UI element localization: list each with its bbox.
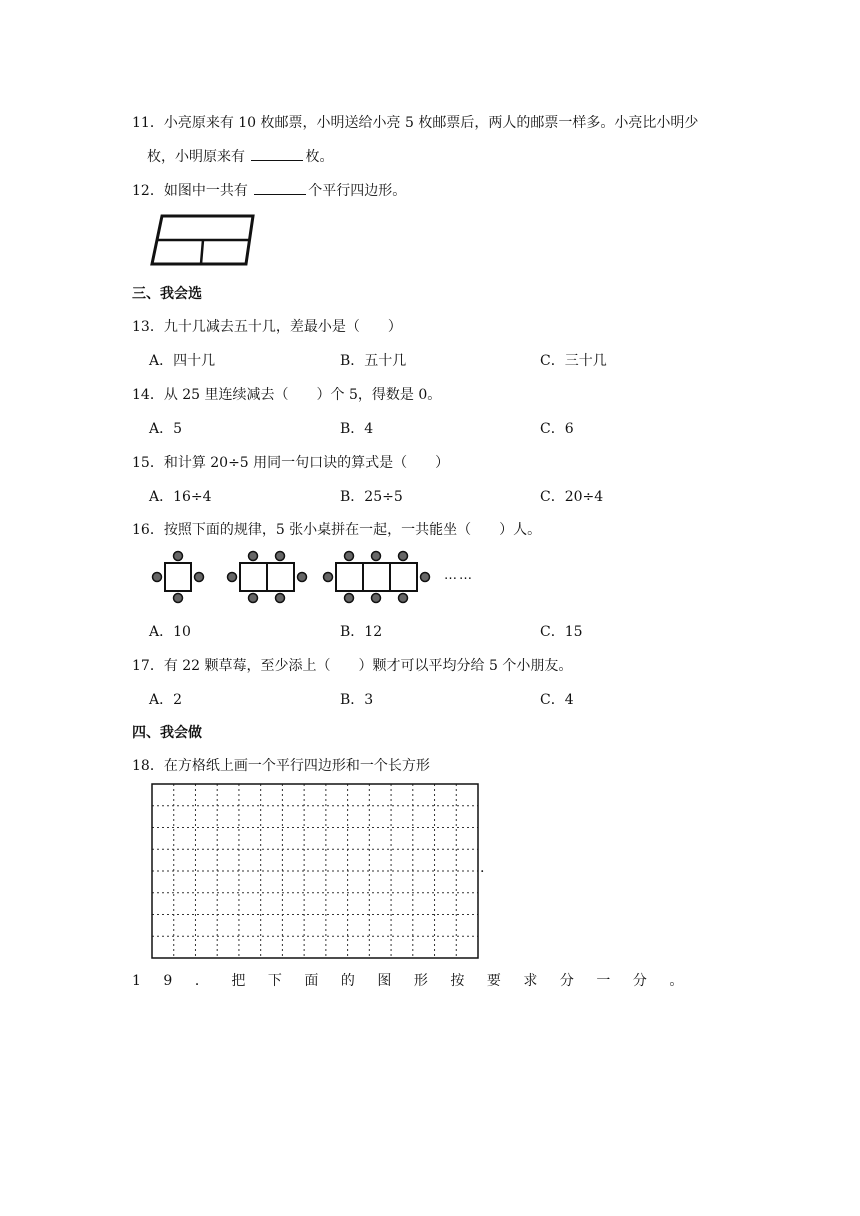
question-17-option-c[interactable]: C．4 <box>540 692 574 708</box>
question-18: 18．在方格纸上画一个平行四边形和一个长方形 <box>132 758 430 774</box>
question-15-option-c[interactable]: C．20÷4 <box>540 489 604 505</box>
question-14-option-c[interactable]: C．6 <box>540 421 574 437</box>
question-11-text-a: 枚，小明原来有 <box>147 149 245 165</box>
question-15-option-b[interactable]: B．25÷5 <box>340 489 403 505</box>
question-15: 15．和计算 20÷5 用同一句口诀的算式是（ ） <box>132 455 450 471</box>
question-17-option-b[interactable]: B．3 <box>340 692 374 708</box>
question-17-option-a[interactable]: A．2 <box>149 692 183 708</box>
answer-blank[interactable] <box>254 182 306 195</box>
question-13-option-a[interactable]: A．四十几 <box>149 353 216 369</box>
question-13: 13．九十几减去五十几，差最小是（ ） <box>132 319 402 335</box>
question-11-line-2 <box>147 146 333 166</box>
question-18-period: . <box>480 860 485 876</box>
question-13-option-b[interactable]: B．五十几 <box>340 353 407 369</box>
question-16: 16．按照下面的规律，5 张小桌拼在一起，一共能坐（ ）人。 <box>132 522 542 538</box>
question-12 <box>132 180 406 200</box>
question-12-text-b: 个平行四边形。 <box>308 183 407 199</box>
ellipsis-text: …… <box>444 568 474 583</box>
question-11-text-b: 枚。 <box>305 149 334 165</box>
section-4-heading: 四、我会做 <box>132 725 202 741</box>
tables-pattern-figure <box>148 547 498 609</box>
section-3-heading: 三、我会选 <box>132 286 202 302</box>
question-14: 14．从 25 里连续减去（ ）个 5，得数是 0。 <box>132 387 442 403</box>
answer-blank[interactable] <box>251 148 303 161</box>
grid-border <box>152 784 478 958</box>
question-19: 19．把下面的图形按要求分一分。 <box>132 973 706 989</box>
parallelogram-figure <box>148 212 258 268</box>
question-13-option-c[interactable]: C．三十几 <box>540 353 607 369</box>
question-16-option-c[interactable]: C．15 <box>540 624 583 640</box>
question-14-option-a[interactable]: A．5 <box>149 421 183 437</box>
grid-paper[interactable] <box>151 783 479 959</box>
question-17: 17．有 22 颗草莓，至少添上（ ）颗才可以平均分给 5 个小朋友。 <box>132 658 573 674</box>
question-16-option-b[interactable]: B．12 <box>340 624 383 640</box>
question-12-text-a: 12．如图中一共有 <box>132 183 248 199</box>
question-16-option-a[interactable]: A．10 <box>149 624 191 640</box>
question-15-option-a[interactable]: A．16÷4 <box>149 489 212 505</box>
question-14-option-b[interactable]: B．4 <box>340 421 374 437</box>
question-11-line-1: 11．小亮原来有 10 枚邮票，小明送给小亮 5 枚邮票后，两人的邮票一样多。小亮比小明少 <box>132 115 699 131</box>
